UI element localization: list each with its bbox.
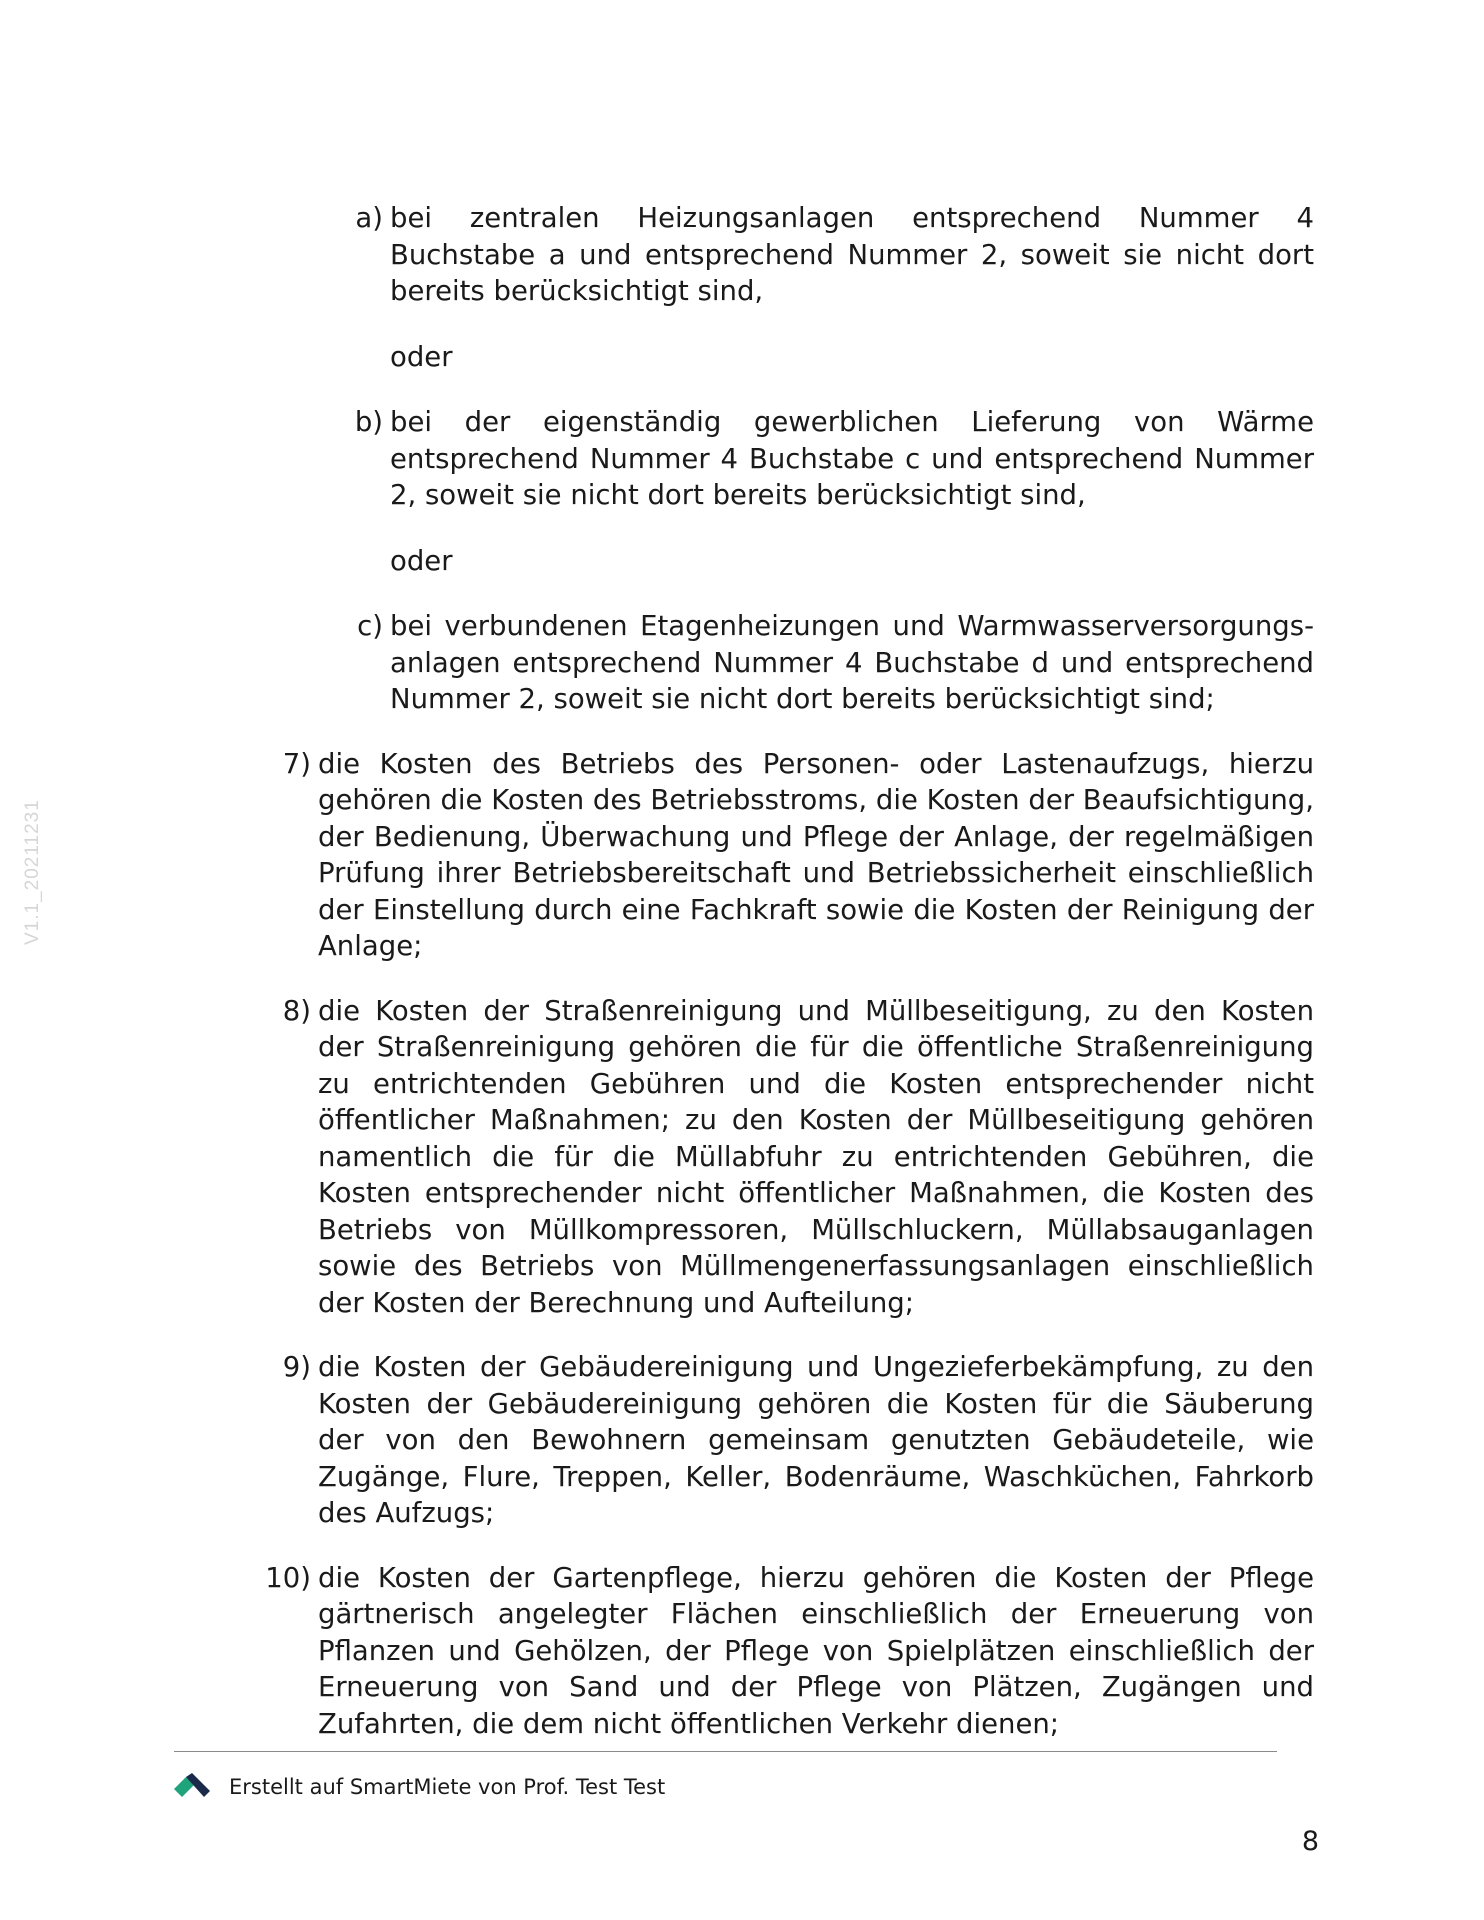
list-item-text: bei zentralen Heizungsanlagen entsprechend Nummer 4 Buchstabe a und entsprechend Nummer 2, soweit sie nicht dort bereits berücksichtigt sind, [390,202,1314,307]
list-item-text: die Kosten der Straßenreinigung und Müllbeseitigung, zu den Kosten der Straßenreinigung gehören die für die öffentliche Straßenreinigung zu entrichtenden Gebühren und die Kosten entsprechender nicht öffentlicher Maßnahmen; zu den Kosten der Müllbeseitigung gehören namentlich die für die Müllabfuhr zu entrichtenden Gebühren, die Kosten entsprechender nicht öffentlicher Maßnahmen, die Kosten des Betriebs von Müllkompressoren, Müllschluckern, Müllabsauganlagen sowie des Betriebs von Müllmengenerfassungsanlagen einschließlich der Kosten der Berechnung und Aufteilung; [318,994,1314,1319]
list-marker: 9) [282,1351,311,1383]
document-body [0,200,1484,1742]
list-item-8 [282,993,1314,1322]
list-item-a [355,200,1314,310]
list-item-text: die Kosten der Gebäudereinigung und Ungezieferbekämpfung, zu den Kosten der Gebäudereinigung gehören die Kosten für die Säuberung der von den Bewohnern gemeinsam genutzten Gebäudeteile, wie Zugänge, Flure, Treppen, Keller, Bodenräume, Waschküchen, Fahrkorb des Aufzugs; [318,1351,1314,1529]
footer-credit: Erstellt auf SmartMiete von Prof. Test Test [229,1775,666,1799]
list-marker: c) [357,610,383,642]
smartmiete-logo-icon [174,1773,212,1801]
list-marker: a) [355,202,383,234]
list-marker: 10) [265,1561,311,1594]
list-marker: b) [354,406,383,438]
list-item-text: die Kosten der Gartenpflege, hierzu gehören die Kosten der Pflege gärtnerisch angelegter Flächen einschließlich der Erneuerung von Pflanzen und Gehölzen, der Pflege von Spielplätzen einschließlich der Erneuerung von Sand und der Pflege von Plätzen, Zugängen und Zufahrten, die dem nicht öffentlichen Verkehr dienen; [318,1561,1314,1740]
list-item-9 [282,1349,1314,1532]
connector-text: oder [390,340,453,373]
list-item-7 [282,746,1314,965]
version-label: V1.1_20211231 [22,799,43,945]
footer-divider [174,1751,1277,1752]
list-item-c [357,608,1314,718]
page-number: 8 [1301,1826,1319,1857]
list-item-b [354,404,1314,514]
list-item-text: bei der eigenständig gewerblichen Lieferung von Wärme entsprechend Nummer 4 Buchstabe c und entsprechend Nummer 2, soweit sie nicht dort bereits berücksichtigt sind, [390,406,1314,511]
list-item-text: bei verbundenen Etagenheizungen und Warmwasserversorgungsanlagen entsprechend Nummer 4 Buchstabe d und entsprechend Nummer 2, soweit sie nicht dort bereits berücksichtigt sind; [390,610,1314,715]
connector-text: oder [390,544,453,577]
list-item-10 [265,1560,1314,1743]
list-item-text: die Kosten des Betriebs des Personen- oder Lastenaufzugs, hierzu gehören die Kosten des Betriebsstroms, die Kosten der Beaufsichtigung, der Bedienung, Überwachung und Pflege der Anlage, der regelmäßigen Prüfung ihrer Betriebsbereitschaft und Betriebssicherheit einschließlich der Einstellung durch eine Fachkraft sowie die Kosten der Reinigung der Anlage; [318,747,1314,962]
list-marker: 8) [282,994,311,1027]
list-marker: 7) [282,747,311,780]
